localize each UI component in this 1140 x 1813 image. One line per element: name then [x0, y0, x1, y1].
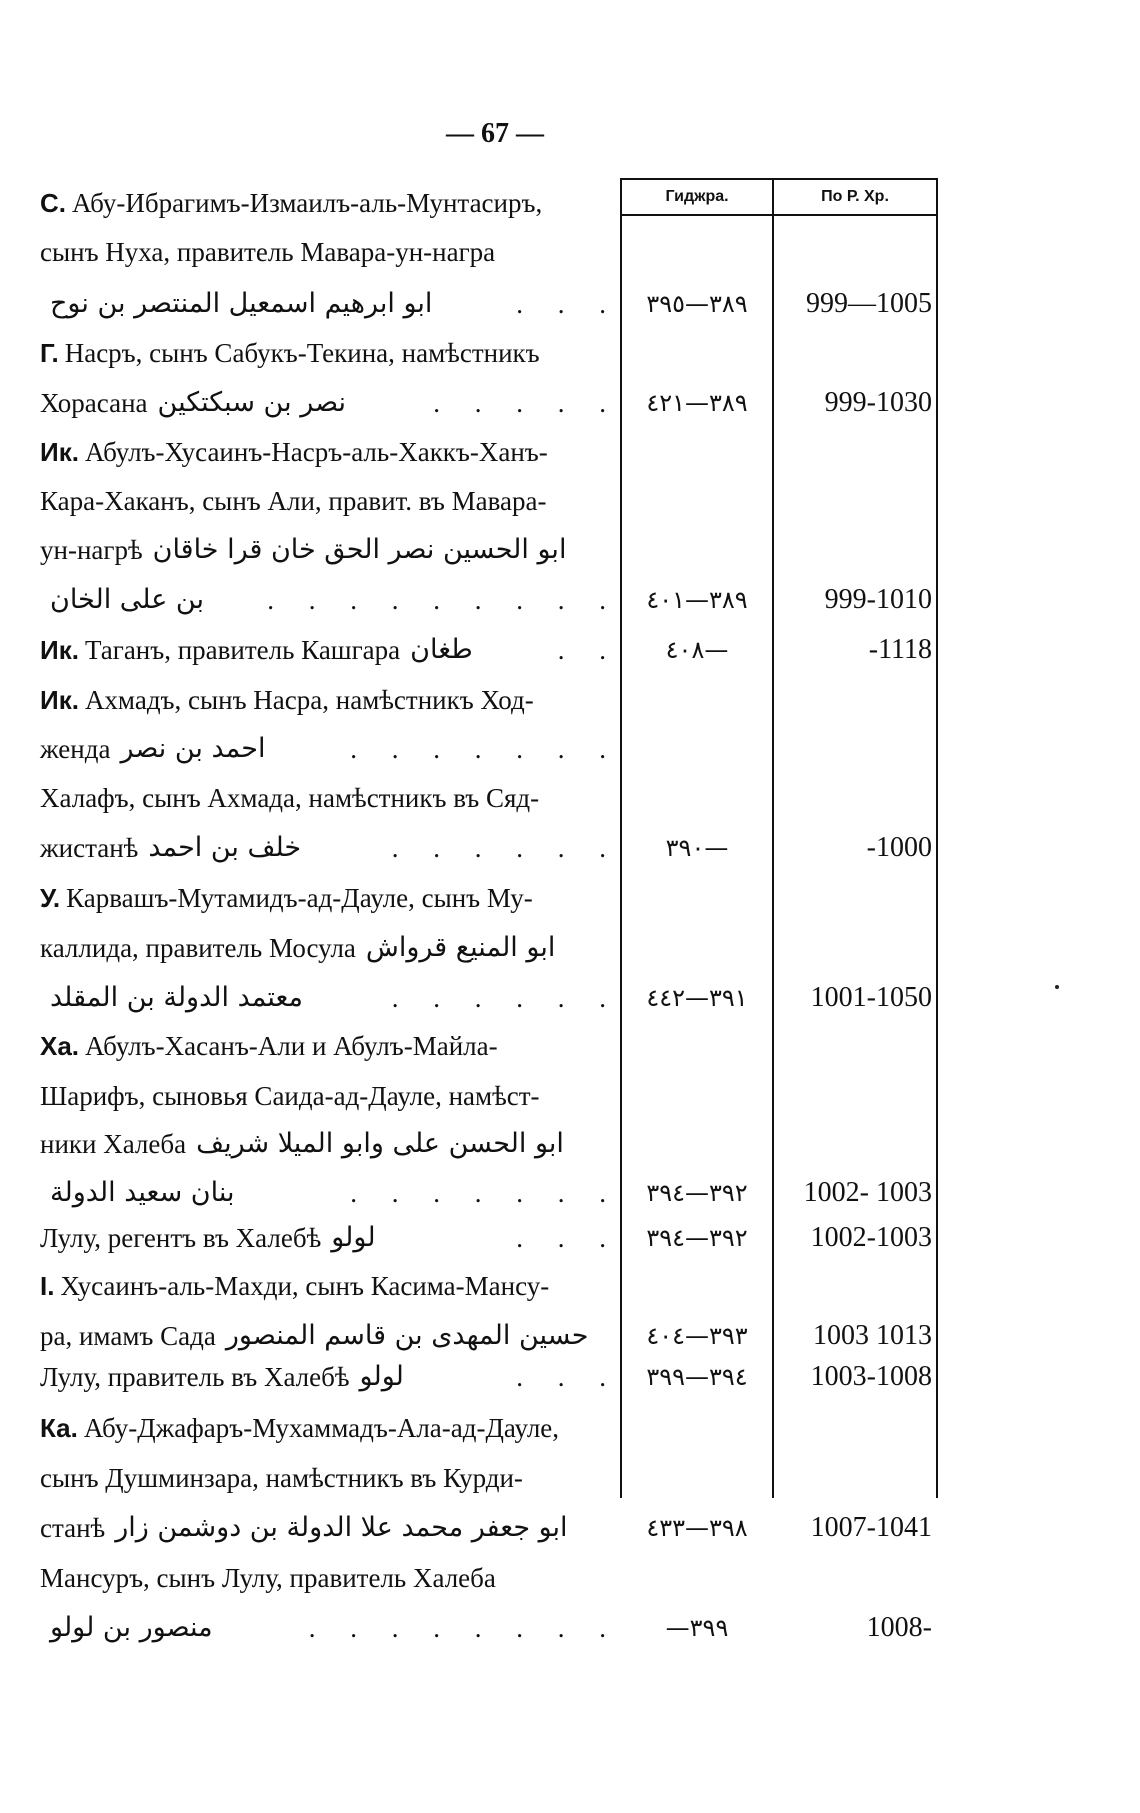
text-line	[40, 1173, 620, 1213]
leader-dots: . . . . .	[433, 388, 620, 418]
text-line	[40, 1076, 620, 1116]
arabic-name: ابو الحسين نصر الحق خان قرا خاقان	[152, 534, 567, 565]
text-line	[40, 729, 620, 769]
hijra-date: ٣٩٤—٣٩٩	[646, 1363, 748, 1391]
text-line	[40, 778, 620, 818]
text-line	[40, 1508, 620, 1548]
ad-date: -1118	[868, 634, 932, 665]
leader-dots: . . .	[516, 1362, 620, 1392]
stray-mark	[1055, 985, 1059, 989]
text-line	[40, 1026, 620, 1066]
leader-dots: . . . . . .	[391, 983, 620, 1013]
arabic-name: لولو	[331, 1222, 376, 1253]
entry-text: женда	[40, 734, 111, 764]
table-header-rule	[620, 214, 938, 216]
entry-text: Лулу, регентъ въ Халебѣ	[40, 1223, 322, 1253]
text-line	[40, 978, 620, 1018]
arabic-name: نصر بن سبكتكين	[157, 387, 347, 418]
arabic-name: بنان سعيد الدولة	[50, 1177, 235, 1208]
arabic-name: ابو المنيع قرواش	[365, 932, 556, 963]
table-top-rule	[620, 178, 938, 180]
entry-text: Абулъ-Хасанъ-Али и Абулъ-Майла-	[85, 1031, 498, 1061]
hijra-date: —٣٩٠	[665, 834, 729, 862]
text-line	[40, 1408, 620, 1448]
entry-text: Хорасана	[40, 388, 148, 418]
text-line	[40, 928, 620, 968]
text-line	[40, 333, 620, 373]
entry-text: сынъ Нуха, правитель Мавара-ун-награ	[40, 237, 496, 267]
dynasty-abbreviation: Ка.	[40, 1413, 78, 1443]
ad-date: 1002-1003	[810, 1222, 932, 1253]
entry-text: Насръ, сынъ Сабукъ-Текина, намѣстникъ	[64, 338, 540, 368]
leader-dots: . .	[557, 635, 620, 665]
dynasty-abbreviation: Г.	[40, 338, 59, 368]
ad-date: 1008-	[866, 1612, 932, 1643]
hijra-date: ٣٨٩—٤٢١	[646, 389, 748, 417]
hijra-date: ٣٩٨—٤٣٣	[646, 1514, 748, 1542]
ad-date: 1007-1041	[810, 1512, 932, 1543]
leader-dots: . . . . . . . . .	[267, 585, 620, 615]
text-line	[40, 630, 620, 670]
arabic-name: ابو جعفر محمد علا الدولة بن دوشمن زار	[115, 1512, 568, 1543]
entry-text: Абу-Джафаръ-Мухаммадъ-Ала-ад-Дауле,	[83, 1413, 560, 1443]
entry-text: ун-нагрѣ	[40, 535, 143, 565]
text-line	[40, 580, 620, 620]
hijra-date: ٣٩١—٤٤٢	[646, 984, 748, 1012]
dynasty-abbreviation: С.	[40, 188, 66, 218]
hijra-date: ٣٩٣—٤٠٤	[646, 1322, 748, 1350]
page-number: — 67 —	[446, 118, 544, 149]
dynasty-abbreviation: Ик.	[40, 635, 79, 665]
leader-dots: . . . . . . .	[350, 1178, 620, 1208]
entry-text: Лулу, правитель въ Халебѣ	[40, 1362, 350, 1392]
leader-dots: . . . . . .	[391, 833, 620, 863]
hijra-date: ٣٨٩—٣٩٥	[646, 290, 748, 318]
arabic-name: احمد بن نصر	[120, 733, 266, 764]
entry-text: Шарифъ, сыновья Саида-ад-Дауле, намѣст-	[40, 1081, 540, 1111]
text-line	[40, 530, 620, 570]
entry-text: Карвашъ-Мутамидъ-ад-Дауле, сынъ Му-	[66, 883, 533, 913]
ad-date: 1003-1008	[810, 1361, 932, 1392]
ad-date: 1003 1013	[813, 1320, 932, 1351]
hijra-date: ٣٨٩—٤٠١	[646, 586, 748, 614]
arabic-name: منصور بن لولو	[50, 1612, 213, 1643]
ad-date: -1000	[866, 832, 932, 863]
text-line	[40, 680, 620, 720]
dynasty-abbreviation: Ик.	[40, 437, 79, 467]
text-line	[40, 432, 620, 472]
hijra-date: ٣٩٩—	[665, 1614, 729, 1642]
entry-text: каллида, правитель Мосула	[40, 933, 356, 963]
dynasty-abbreviation: У.	[40, 883, 61, 913]
entry-text: Абулъ-Хусаинъ-Насръ-аль-Хаккъ-Ханъ-	[84, 437, 548, 467]
ad-date: 1001-1050	[810, 982, 932, 1013]
column-header-hijra: Гиджра.	[665, 188, 729, 205]
arabic-name: خلف بن احمد	[148, 832, 302, 863]
entry-text: Хусаинъ-аль-Махди, сынъ Касима-Мансу-	[60, 1271, 550, 1301]
text-line	[40, 878, 620, 918]
entry-text: ники Халеба	[40, 1129, 187, 1159]
arabic-name: ابو الحسن على وابو الميلا شريف	[196, 1128, 564, 1159]
entry-text: сынъ Душминзара, намѣстникъ въ Курди-	[40, 1463, 523, 1493]
entry-text: Таганъ, правитель Кашгара	[84, 635, 401, 665]
text-line	[40, 1124, 620, 1164]
dynasty-abbreviation: Ик.	[40, 685, 79, 715]
leader-dots: . . .	[516, 1223, 620, 1253]
text-line	[40, 1357, 620, 1397]
text-line	[40, 1608, 620, 1648]
text-line	[40, 1218, 620, 1258]
arabic-name: لولو	[359, 1361, 404, 1392]
arabic-name: بن على الخان	[50, 584, 204, 615]
text-line	[40, 1558, 620, 1598]
ad-date: 999-1030	[824, 387, 932, 418]
entry-text: станѣ	[40, 1513, 106, 1543]
dynasty-abbreviation: Ха.	[40, 1031, 80, 1061]
text-line	[40, 828, 620, 868]
text-line	[40, 383, 620, 423]
ad-date: 999—1005	[806, 288, 932, 319]
table-right-rule	[936, 178, 938, 1498]
arabic-name: معتمد الدولة بن المقلد	[50, 982, 303, 1013]
arabic-name: حسين المهدى بن قاسم المنصور	[225, 1320, 589, 1351]
entry-text: ра, имамъ Сада	[40, 1321, 216, 1351]
ad-date: 999-1010	[824, 584, 932, 615]
text-line	[40, 1266, 620, 1306]
entry-text: Мансуръ, сынъ Лулу, правитель Халеба	[40, 1563, 496, 1593]
arabic-name: طغان	[410, 634, 473, 665]
arabic-name: ابو ابرهيم اسمعيل المنتصر بن نوح	[50, 288, 433, 319]
entry-text: Кара-Хаканъ, сынъ Али, правит. въ Мавара-	[40, 486, 547, 516]
entry-text: Ахмадъ, сынъ Насра, намѣстникъ Ход-	[84, 685, 534, 715]
text-line	[40, 481, 620, 521]
hijra-date: ٣٩٢—٣٩٤	[646, 1224, 748, 1252]
ad-date: 1002- 1003	[803, 1177, 932, 1208]
entry-text: Абу-Ибрагимъ-Измаилъ-аль-Мунтасиръ,	[72, 188, 543, 218]
column-header-ad: По Р. Хр.	[821, 188, 889, 205]
text-line	[40, 1316, 620, 1356]
entry-text: жистанѣ	[40, 833, 139, 863]
entry-text: Халафъ, сынъ Ахмада, намѣстникъ въ Сяд-	[40, 783, 540, 813]
leader-dots: . . . . . . . .	[308, 1613, 620, 1643]
hijra-date: ٣٩٢—٣٩٤	[646, 1179, 748, 1207]
text-line	[40, 183, 620, 223]
dynasty-abbreviation: I.	[40, 1271, 55, 1301]
text-line	[40, 284, 620, 324]
text-line	[40, 232, 620, 272]
hijra-date: —٤٠٨	[665, 636, 729, 664]
leader-dots: . . .	[516, 289, 620, 319]
text-line	[40, 1458, 620, 1498]
leader-dots: . . . . . . .	[350, 734, 620, 764]
